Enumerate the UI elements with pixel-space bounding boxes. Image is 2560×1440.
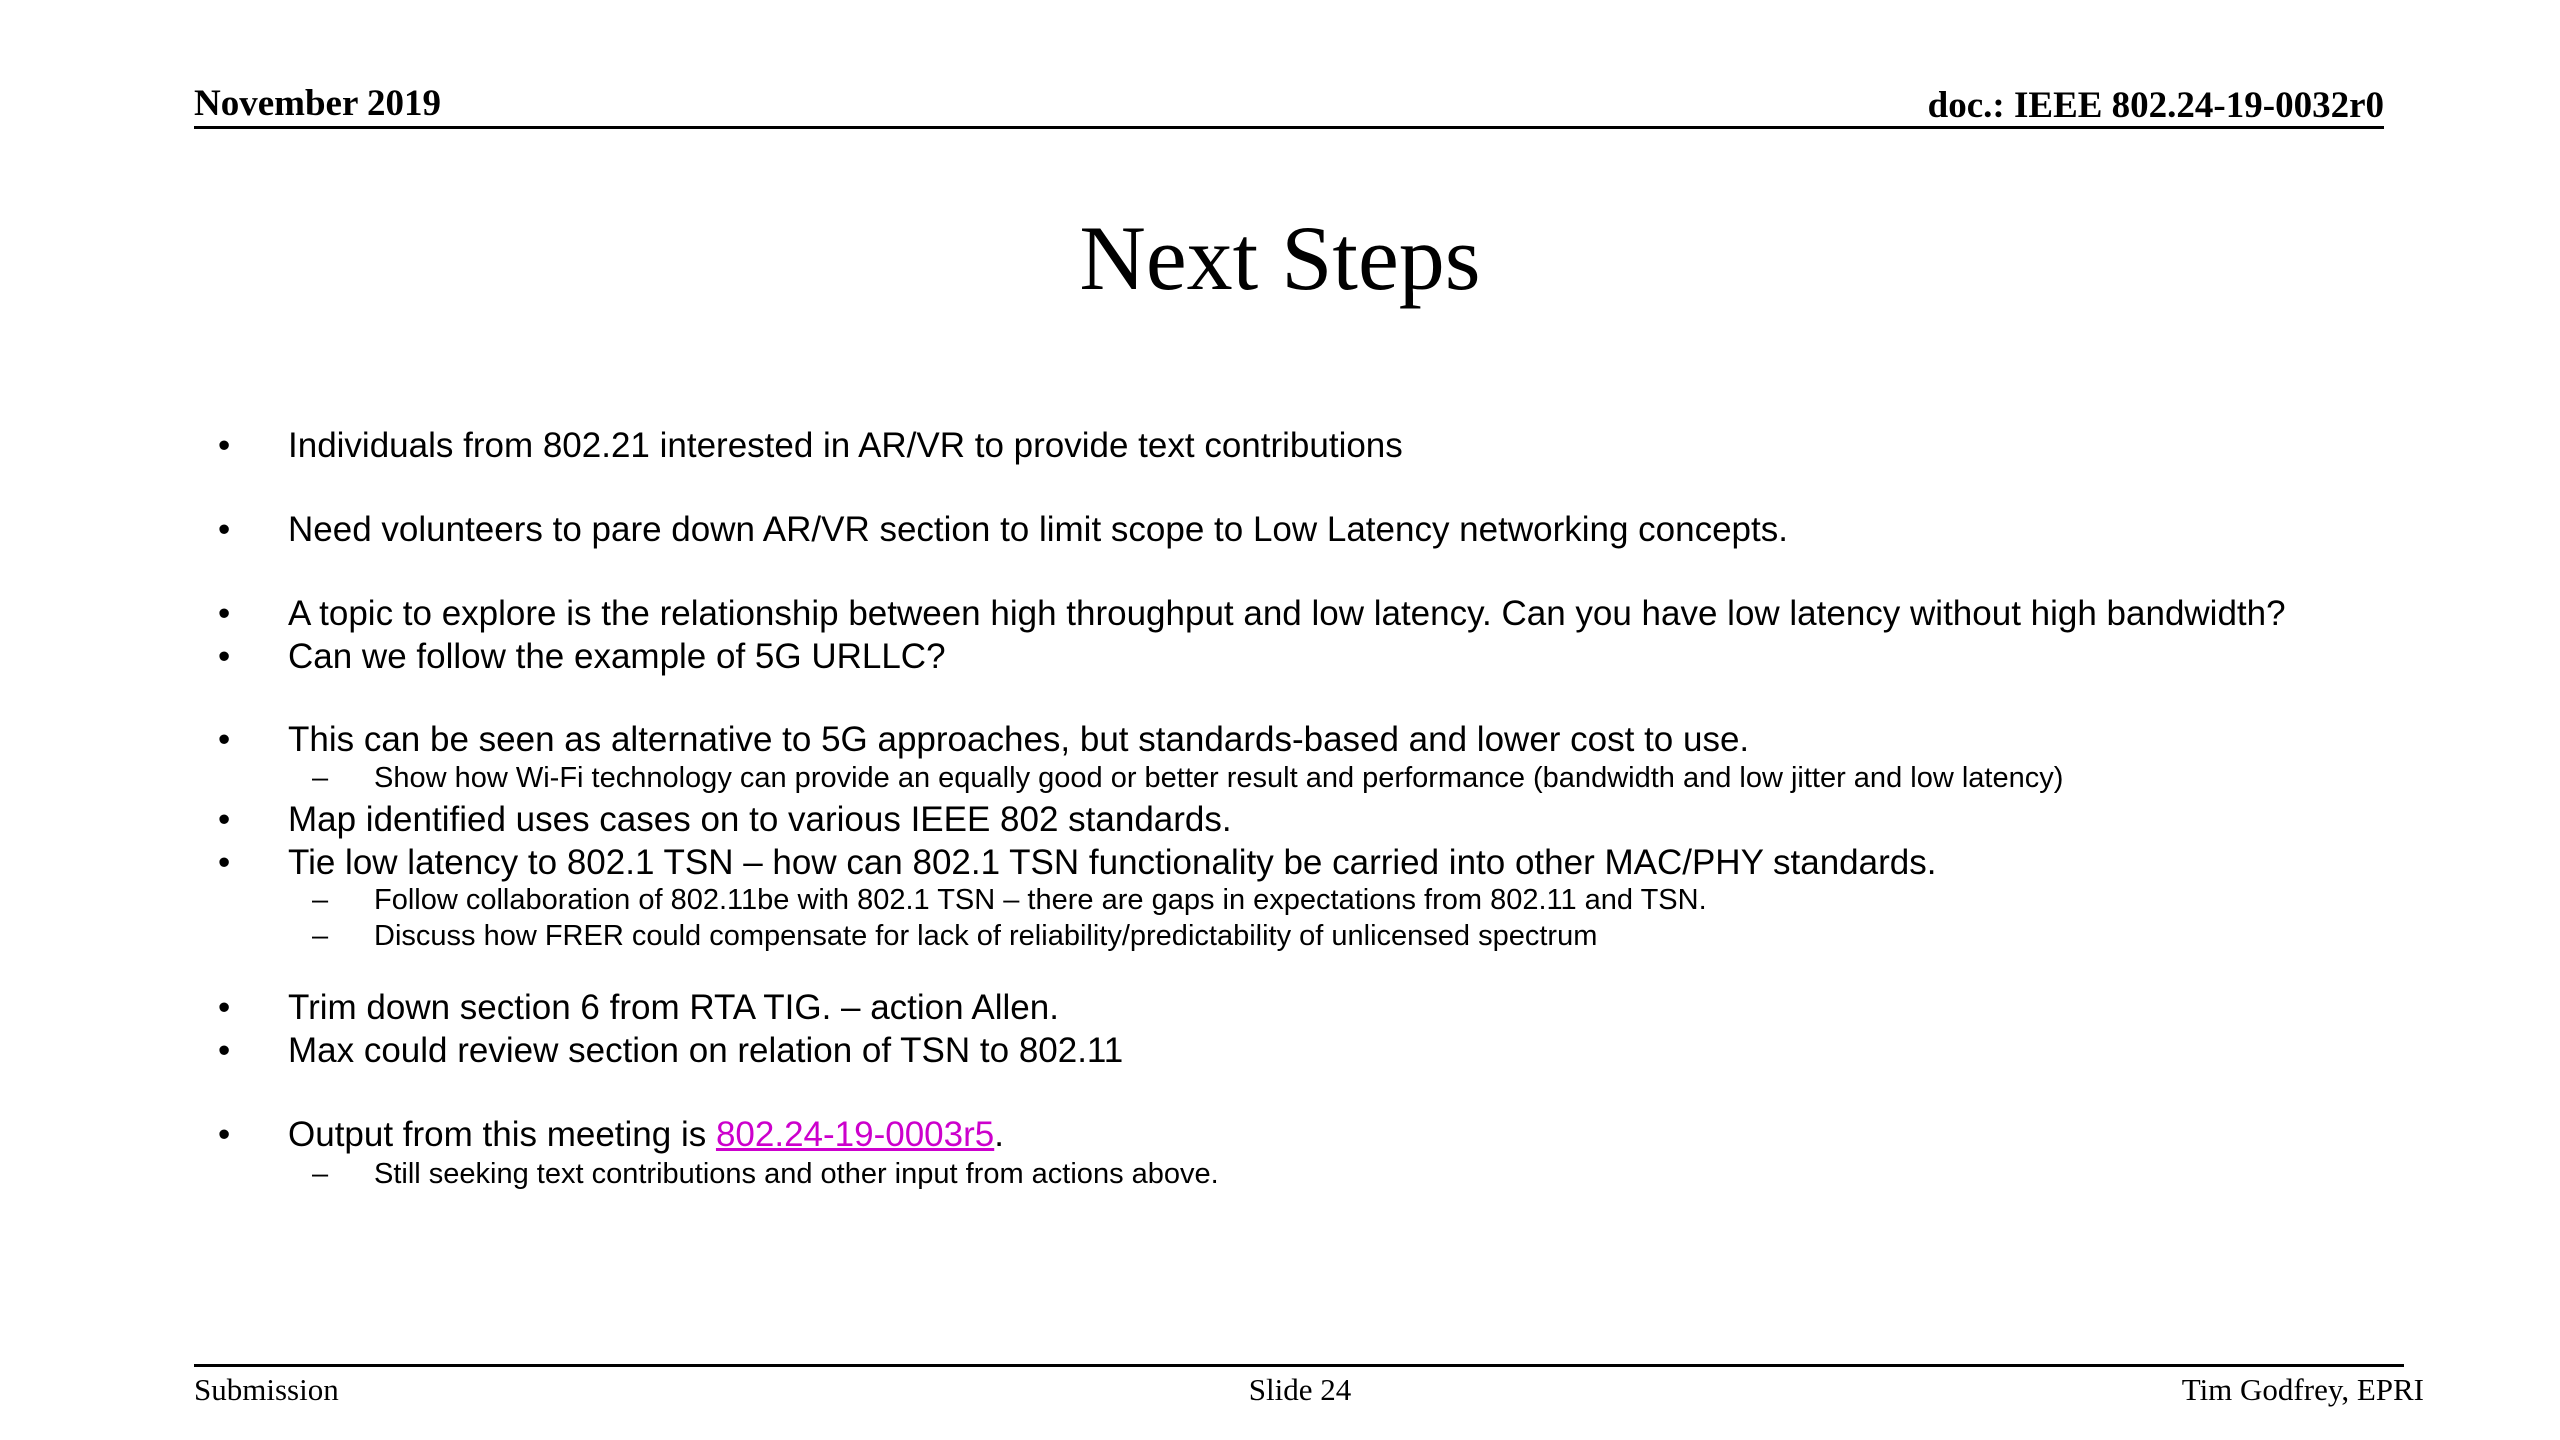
list-item bbox=[218, 510, 1788, 550]
header-doc-id: doc.: IEEE 802.24-19-0032r0 bbox=[1927, 85, 2384, 126]
list-item-text: Can we follow the example of 5G URLLC? bbox=[288, 637, 946, 676]
document-link[interactable]: 802.24-19-0003r5 bbox=[715, 1115, 995, 1154]
sub-list-item bbox=[312, 1158, 1219, 1191]
list-item-text: Tie low latency to 802.1 TSN – how can 802.1 TSN functionality be carried into other MAC/PHY standards. bbox=[288, 843, 1937, 882]
bullet-marker: • bbox=[218, 594, 231, 633]
bullet-marker: • bbox=[218, 426, 231, 465]
dash-marker: – bbox=[312, 884, 329, 916]
list-item bbox=[218, 843, 1937, 883]
bullet-marker: • bbox=[218, 800, 231, 839]
footer-slide-number: Slide 24 bbox=[1248, 1372, 1352, 1407]
list-item-text: This can be seen as alternative to 5G approaches, but standards-based and lower cost to use. bbox=[288, 720, 1750, 759]
list-item bbox=[218, 988, 1059, 1028]
slide-title: Next Steps bbox=[1079, 207, 1481, 309]
dash-marker: – bbox=[312, 1158, 329, 1190]
list-item bbox=[218, 1115, 1004, 1155]
bullet-marker: • bbox=[218, 988, 231, 1027]
list-item-text: Max could review section on relation of TSN to 802.11 bbox=[288, 1031, 1124, 1070]
sub-list-item bbox=[312, 920, 1598, 953]
footer-author: Tim Godfrey, EPRI bbox=[2181, 1372, 2424, 1407]
list-item-text: A topic to explore is the relationship between high throughput and low latency. Can you have low latency without high bandwidth? bbox=[288, 594, 2286, 633]
header-date: November 2019 bbox=[194, 83, 441, 124]
bullet-marker: • bbox=[218, 1031, 231, 1070]
list-item bbox=[218, 594, 2286, 634]
list-item-text: Trim down section 6 from RTA TIG. – action Allen. bbox=[288, 988, 1059, 1027]
bullet-marker: • bbox=[218, 510, 231, 549]
sub-list-item-text: Still seeking text contributions and other input from actions above. bbox=[374, 1158, 1219, 1190]
dash-marker: – bbox=[312, 762, 329, 794]
list-item-text-suffix: . bbox=[994, 1115, 1004, 1154]
list-item-text-prefix: Output from this meeting is bbox=[288, 1115, 716, 1154]
sub-list-item-text: Follow collaboration of 802.11be with 802.1 TSN – there are gaps in expectations from 802.11 and TSN. bbox=[374, 884, 1707, 916]
list-item bbox=[218, 1031, 1124, 1071]
list-item-text: Need volunteers to pare down AR/VR section to limit scope to Low Latency networking concepts. bbox=[288, 510, 1788, 549]
bullet-marker: • bbox=[218, 1115, 231, 1154]
bullet-marker: • bbox=[218, 843, 231, 882]
sub-list-item bbox=[312, 884, 1707, 917]
list-item bbox=[218, 720, 1750, 760]
bullet-marker: • bbox=[218, 637, 231, 676]
list-item bbox=[218, 426, 1403, 466]
sub-list-item-text: Discuss how FRER could compensate for lack of reliability/predictability of unlicensed spectrum bbox=[374, 920, 1598, 952]
sub-list-item-text: Show how Wi-Fi technology can provide an equally good or better result and performance (bandwidth and low jitter and low latency) bbox=[374, 762, 2064, 794]
footer-submission: Submission bbox=[194, 1372, 339, 1407]
list-item-text: Individuals from 802.21 interested in AR/VR to provide text contributions bbox=[288, 426, 1403, 465]
footer-divider bbox=[194, 1364, 2404, 1367]
list-item bbox=[218, 637, 946, 677]
list-item-text: Map identified uses cases on to various IEEE 802 standards. bbox=[288, 800, 1232, 839]
sub-list-item bbox=[312, 762, 2064, 795]
list-item bbox=[218, 800, 1232, 840]
bullet-marker: • bbox=[218, 720, 231, 759]
dash-marker: – bbox=[312, 920, 329, 952]
